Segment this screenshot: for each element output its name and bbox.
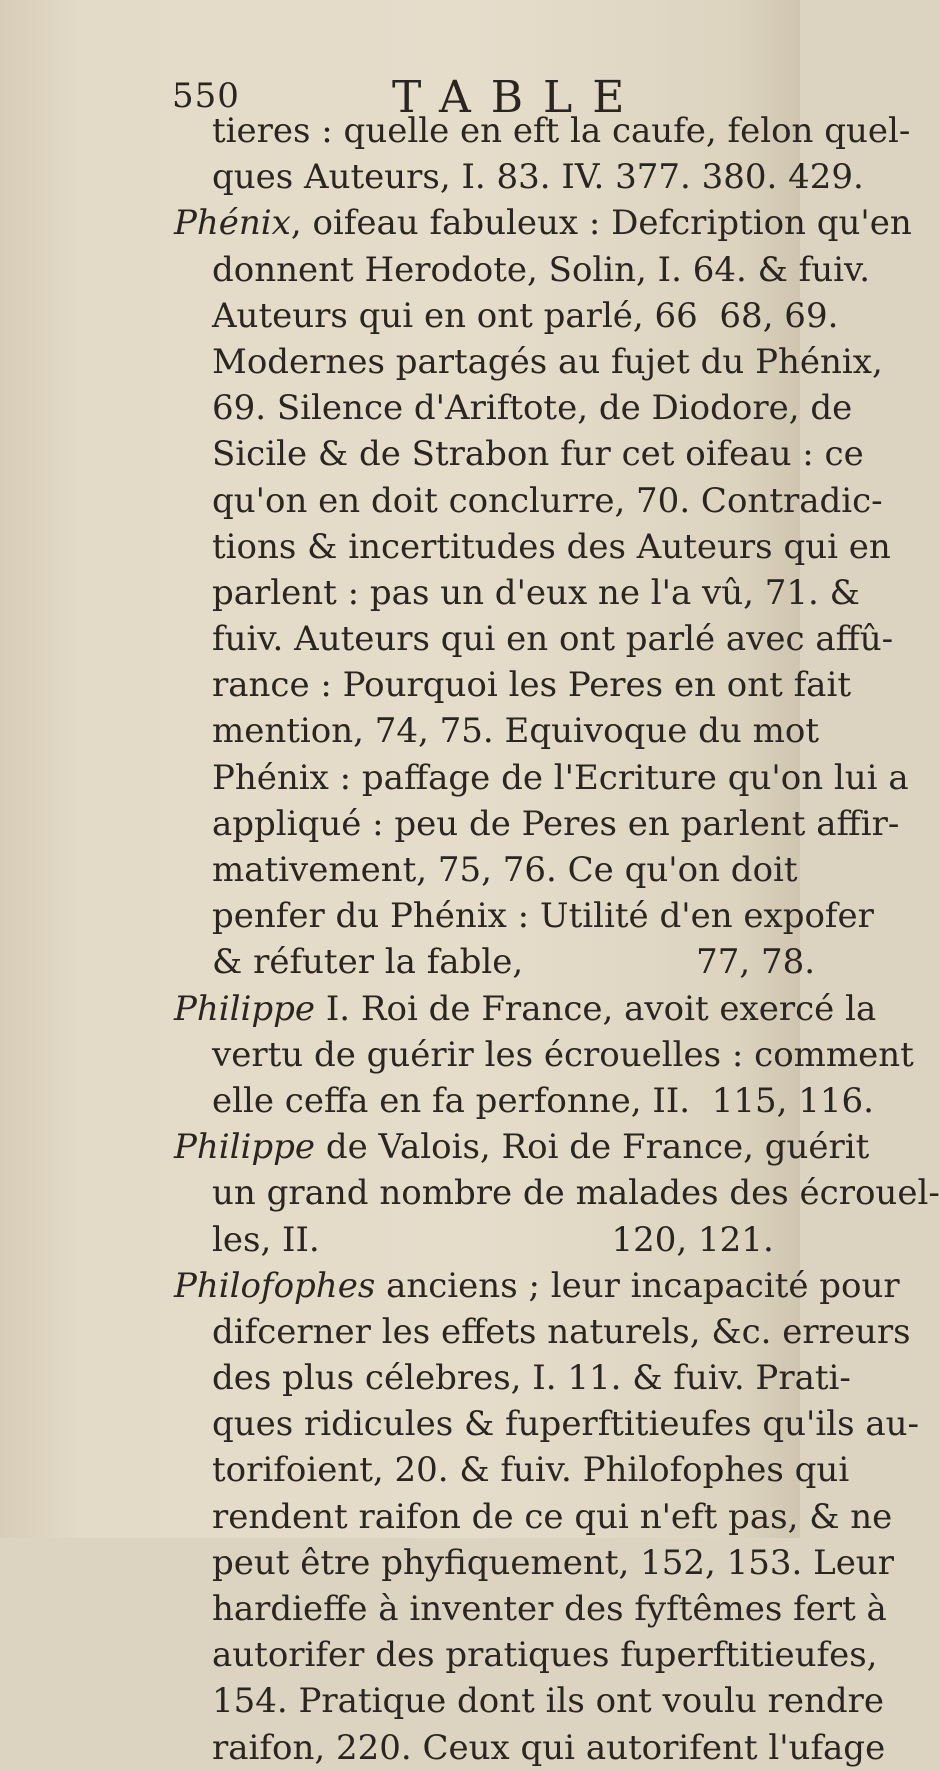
entry-text: anciens ; leur incapacité pour xyxy=(375,1265,900,1306)
entry-text: Auteurs qui en ont parlé, 66 68, 69. xyxy=(212,295,839,336)
entry-text: Phénix : paffage de l'Ecriture qu'on lui a xyxy=(212,757,909,798)
entry-text: ques ridicules & fuperftitieufes qu'ils au- xyxy=(212,1404,919,1445)
index-line xyxy=(174,570,860,616)
entry-text: rance : Pourquoi les Peres en ont fait xyxy=(212,665,851,706)
index-line xyxy=(174,708,820,754)
entry-text: hardieffe à inventer des fyftêmes fert à xyxy=(212,1589,887,1629)
entry-text: de Valois, Roi de France, guérit xyxy=(315,1127,870,1168)
entry-text: qu'on en doit conclurre, 70. Contradic- xyxy=(212,480,883,521)
index-line xyxy=(174,524,891,570)
index-line xyxy=(174,1263,900,1309)
entry-text: mativement, 75, 76. Ce qu'on doit xyxy=(212,850,798,890)
entry-text: 154. Pratique dont ils ont voulu rendre xyxy=(212,1681,885,1722)
index-line xyxy=(174,1678,885,1724)
index-line xyxy=(174,154,864,200)
entry-text: , oifeau fabuleux : Defcription qu'en xyxy=(290,203,912,244)
entry-text: un grand nombre de malades des écrouel- xyxy=(212,1173,940,1214)
index-line xyxy=(174,755,909,801)
entry-text: & réfuter la fable, 77, 78. xyxy=(212,942,816,983)
page-number: 550 xyxy=(172,76,240,116)
index-line xyxy=(174,1494,893,1540)
index-line xyxy=(174,1309,911,1355)
entry-text: des plus célebres, I. 11. & fuiv. Prati- xyxy=(212,1358,851,1399)
index-line xyxy=(174,339,883,385)
entry-text: penfer du Phénix : Utilité d'en expofer xyxy=(212,896,874,937)
index-line xyxy=(174,893,874,939)
index-line xyxy=(174,478,883,524)
index-line xyxy=(174,1632,878,1678)
index-line xyxy=(174,986,877,1032)
entry-text: Sicile & de Strabon fur cet oifeau : ce xyxy=(212,434,864,475)
index-line xyxy=(174,1725,886,1771)
index-line xyxy=(174,1124,870,1170)
entry-text: tieres : quelle en eft la caufe, felon quel- xyxy=(212,111,911,151)
index-line xyxy=(174,1355,851,1401)
index-line xyxy=(174,1170,940,1216)
index-line xyxy=(174,616,894,662)
entry-text: parlent : pas un d'eux ne l'a vû, 71. & xyxy=(212,572,860,613)
entry-text: peut être phyfiquement, 152, 153. Leur xyxy=(212,1542,894,1583)
index-line xyxy=(174,247,871,293)
index-line xyxy=(174,1217,774,1263)
entry-text: rendent raifon de ce qui n'eft pas, & ne xyxy=(212,1496,893,1537)
entry-text: torifoient, 20. & fuiv. Philofophes qui xyxy=(212,1450,850,1491)
index-line xyxy=(174,1447,850,1493)
entry-text: raifon, 220. Ceux qui autorifent l'ufage xyxy=(212,1727,886,1768)
index-line xyxy=(174,200,912,246)
entry-text: autorifer des pratiques fuperftitieufes, xyxy=(212,1635,878,1676)
entry-text: les, II. 120, 121. xyxy=(212,1219,774,1260)
entry-text: 69. Silence d'Ariftote, de Diodore, de xyxy=(212,388,853,429)
entry-text: difcerner les effets naturels, &c. erreurs xyxy=(212,1311,911,1352)
entry-text: mention, 74, 75. Equivoque du mot xyxy=(212,711,820,752)
index-line xyxy=(174,108,911,154)
index-line xyxy=(174,662,851,708)
entry-text: ques Auteurs, I. 83. IV. 377. 380. 429. xyxy=(212,157,864,198)
index-line xyxy=(174,801,900,847)
entry-text: tions & incertitudes des Auteurs qui en xyxy=(212,526,891,567)
index-line xyxy=(174,385,853,431)
index-line xyxy=(174,1540,894,1586)
entry-text: donnent Herodote, Solin, I. 64. & fuiv. xyxy=(212,249,871,290)
entry-text: vertu de guérir les écrouelles : comment xyxy=(212,1034,914,1075)
index-line xyxy=(174,293,839,339)
entry-headword: Phénix xyxy=(174,203,291,244)
running-title: TABLE xyxy=(392,72,645,123)
entry-text: elle ceffa en fa perfonne, II. 115, 116. xyxy=(212,1080,874,1121)
index-line xyxy=(174,1078,874,1124)
index-line xyxy=(174,1401,919,1447)
entry-text: fuiv. Auteurs qui en ont parlé avec affû- xyxy=(212,619,894,660)
entry-headword: Philippe xyxy=(174,988,316,1029)
index-line xyxy=(174,431,864,477)
index-line xyxy=(174,1032,914,1078)
entry-headword: Philofophes xyxy=(174,1265,376,1306)
entry-text: Modernes partagés au fujet du Phénix, xyxy=(212,341,883,382)
entry-text: I. Roi de France, avoit exercé la xyxy=(315,988,877,1029)
index-entries xyxy=(174,108,940,1771)
entry-headword: Philippe xyxy=(174,1127,316,1168)
entry-text: appliqué : peu de Peres en parlent affir- xyxy=(212,803,900,844)
index-line xyxy=(174,847,798,893)
index-line xyxy=(174,1586,887,1632)
index-line xyxy=(174,939,816,985)
